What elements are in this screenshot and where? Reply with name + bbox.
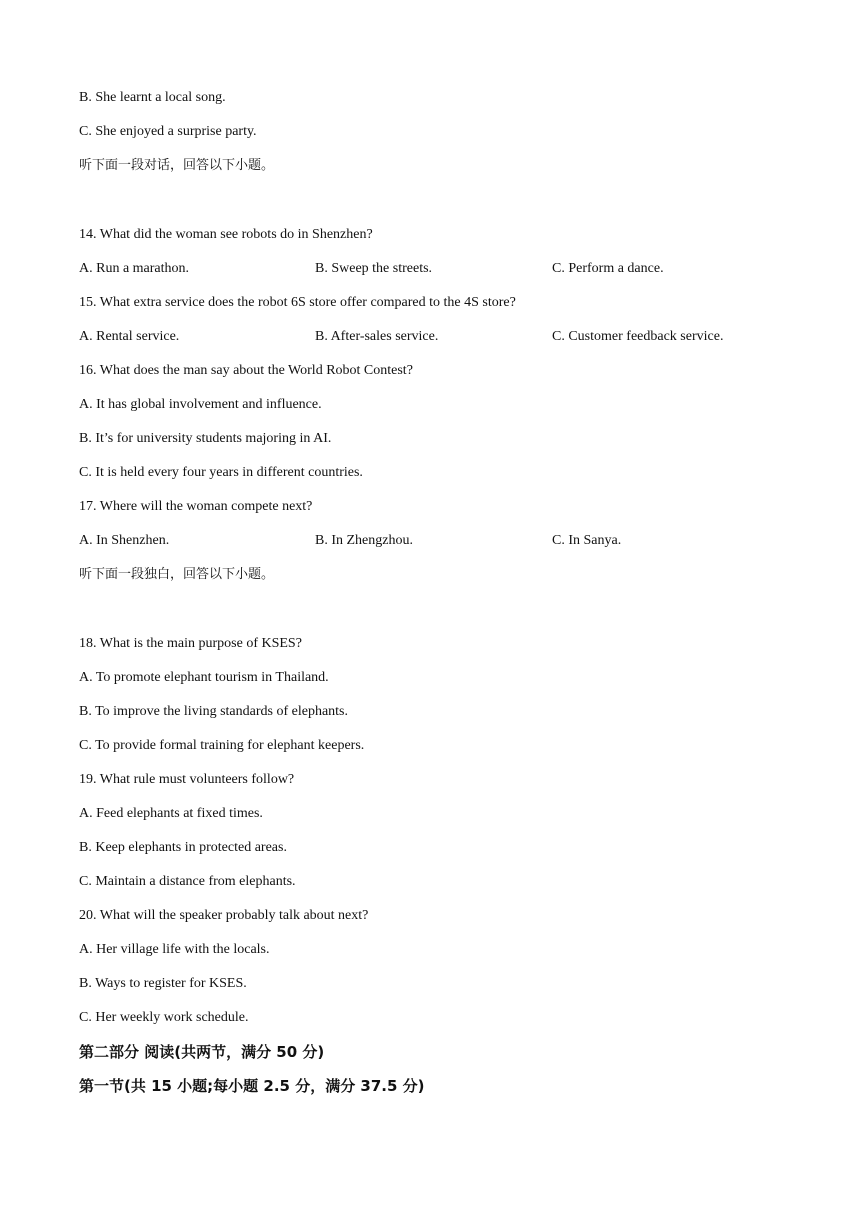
q19-option-c: C. Maintain a distance from elephants.	[79, 874, 296, 889]
q19-option-a: A. Feed elephants at fixed times.	[79, 806, 263, 821]
q17-option-b: B. In Zhengzhou.	[315, 533, 413, 548]
q18-option-b: B. To improve the living standards of elephants.	[79, 704, 348, 719]
part-two-heading: 第二部分 阅读(共两节，满分 50 分)	[79, 1043, 325, 1061]
q14-question: 14. What did the woman see robots do in Shenzhen?	[79, 227, 373, 242]
q15-option-c: C. Customer feedback service.	[552, 329, 724, 344]
q18-option-c: C. To provide formal training for elephant keepers.	[79, 738, 365, 753]
q15-option-a: A. Rental service.	[79, 329, 180, 344]
q15-question: 15. What extra service does the robot 6S store offer compared to the 4S store?	[79, 295, 516, 310]
q16-option-b: B. It’s for university students majoring in AI.	[79, 431, 332, 446]
q17-question: 17. Where will the woman compete next?	[79, 499, 313, 514]
q17-option-a: A. In Shenzhen.	[79, 533, 170, 548]
q19-option-b: B. Keep elephants in protected areas.	[79, 840, 287, 855]
q20-option-c: C. Her weekly work schedule.	[79, 1010, 249, 1025]
instruction-monologue: 听下面一段独白，回答以下小题。	[79, 567, 275, 582]
q14-option-b: B. Sweep the streets.	[315, 261, 433, 276]
q18-option-a: A. To promote elephant tourism in Thailand.	[79, 670, 329, 685]
q20-option-a: A. Her village life with the locals.	[79, 942, 270, 957]
instruction-dialogue: 听下面一段对话，回答以下小题。	[79, 158, 275, 173]
q17-option-c: C. In Sanya.	[552, 533, 622, 548]
q19-question: 19. What rule must volunteers follow?	[79, 772, 295, 787]
q20-question: 20. What will the speaker probably talk about next?	[79, 908, 369, 923]
q20-option-b: B. Ways to register for KSES.	[79, 976, 247, 991]
q16-option-a: A. It has global involvement and influence.	[79, 397, 322, 412]
q15-option-b: B. After-sales service.	[315, 329, 439, 344]
q13-option-b: B. She learnt a local song.	[79, 90, 226, 105]
q13-option-c: C. She enjoyed a surprise party.	[79, 124, 257, 139]
q16-option-c: C. It is held every four years in different countries.	[79, 465, 363, 480]
q18-question: 18. What is the main purpose of KSES?	[79, 636, 302, 651]
section-one-heading: 第一节(共 15 小题;每小题 2.5 分，满分 37.5 分)	[79, 1077, 425, 1095]
q14-option-a: A. Run a marathon.	[79, 261, 190, 276]
q16-question: 16. What does the man say about the World Robot Contest?	[79, 363, 413, 378]
q14-option-c: C. Perform a dance.	[552, 261, 664, 276]
